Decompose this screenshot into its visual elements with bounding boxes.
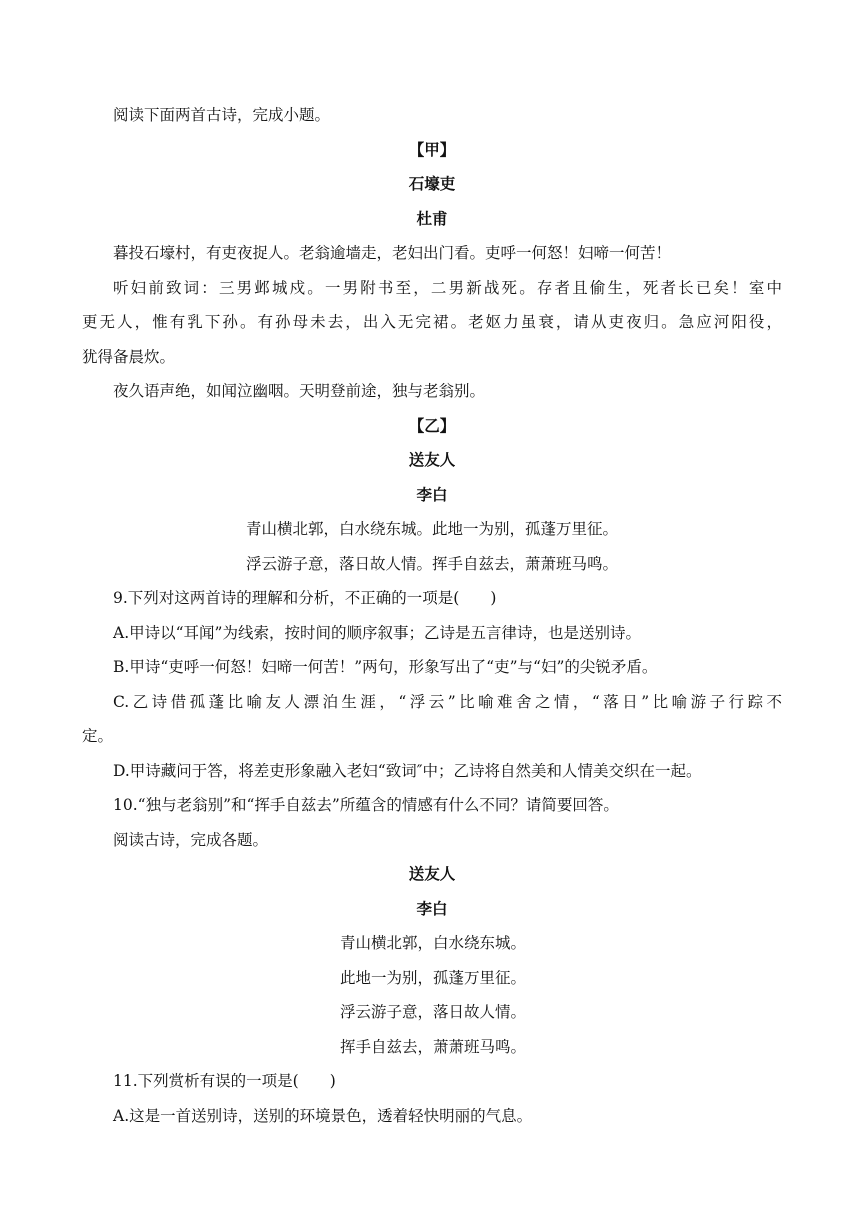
poem-c-author: 李白: [416, 899, 448, 918]
poem-a-para2-line1: 听妇前致词：三男邺城戍。一男附书至，二男新战死。存者且偷生，死者长已矣！室中: [113, 278, 782, 297]
poem-a-para2-line3: 犹得备晨炊。: [82, 347, 176, 366]
question-9-option-b: B.甲诗“吏呼一何怒！妇啼一何苦！”两句，形象写出了“吏”与“妇”的尖锐矛盾。: [113, 658, 658, 676]
question-9-option-c-line2: 定。: [82, 727, 114, 745]
document-page: [82, 98, 782, 1133]
poem-b-title: 送友人: [408, 451, 456, 469]
poem-c-title: 送友人: [408, 865, 456, 883]
poem-b-author: 李白: [416, 485, 448, 504]
poem-a-label: 【甲】: [408, 140, 456, 159]
poem-c-line: 挥手自兹去，萧萧班马鸣。: [340, 1037, 527, 1056]
poem-a-para2-line2: 更无人，惟有乳下孙。有孙母未去，出入无完裙。老妪力虽衰，请从吏夜归。急应河阳役，: [82, 313, 782, 331]
poem-a-title: 石壕吏: [408, 175, 456, 193]
poem-a-author: 杜甫: [416, 209, 448, 228]
poem-c-line: 此地一为别，孤蓬万里征。: [340, 968, 527, 987]
intro-instruction: 阅读下面两首古诗，完成小题。: [113, 106, 331, 124]
poem-b-label: 【乙】: [408, 416, 456, 435]
question-9-option-c-line1: C.乙诗借孤蓬比喻友人漂泊生涯，“浮云”比喻难舍之情，“落日”比喻游子行踪不: [113, 692, 782, 711]
poem-b-line1: 青山横北郭，白水绕东城。此地一为别，孤蓬万里征。: [245, 520, 618, 538]
question-9-option-a: A.甲诗以“耳闻”为线索，按时间的顺序叙事；乙诗是五言律诗，也是送别诗。: [113, 623, 641, 642]
intro-instruction-2: 阅读古诗，完成各题。: [113, 830, 269, 849]
poem-b-line2: 浮云游子意，落日故人情。挥手自兹去，萧萧班马鸣。: [245, 554, 618, 573]
poem-a-para1: 暮投石壕村，有吏夜捉人。老翁逾墙走，老妇出门看。吏呼一何怒！妇啼一何苦！: [113, 244, 672, 262]
poem-a-para3: 夜久语声绝，如闻泣幽咽。天明登前途，独与老翁别。: [113, 382, 486, 400]
question-11-option-a: A.这是一首送别诗，送别的环境景色，透着轻快明丽的气息。: [113, 1106, 533, 1125]
question-9-option-d: D.甲诗藏问于答，将差吏形象融入老妇“致词″中；乙诗将自然美和人情美交织在一起。: [113, 761, 702, 780]
poem-c-line: 青山横北郭，白水绕东城。: [340, 934, 527, 952]
question-10: 10.“独与老翁别”和“挥手自兹去”所蕴含的情感有什么不同？请简要回答。: [113, 796, 619, 814]
question-11-stem: 11.下列赏析有误的一项是( ): [113, 1072, 336, 1090]
poem-c-line: 浮云游子意，落日故人情。: [340, 1003, 527, 1021]
question-9-stem: 9.下列对这两首诗的理解和分析，不正确的一项是( ): [113, 589, 497, 607]
